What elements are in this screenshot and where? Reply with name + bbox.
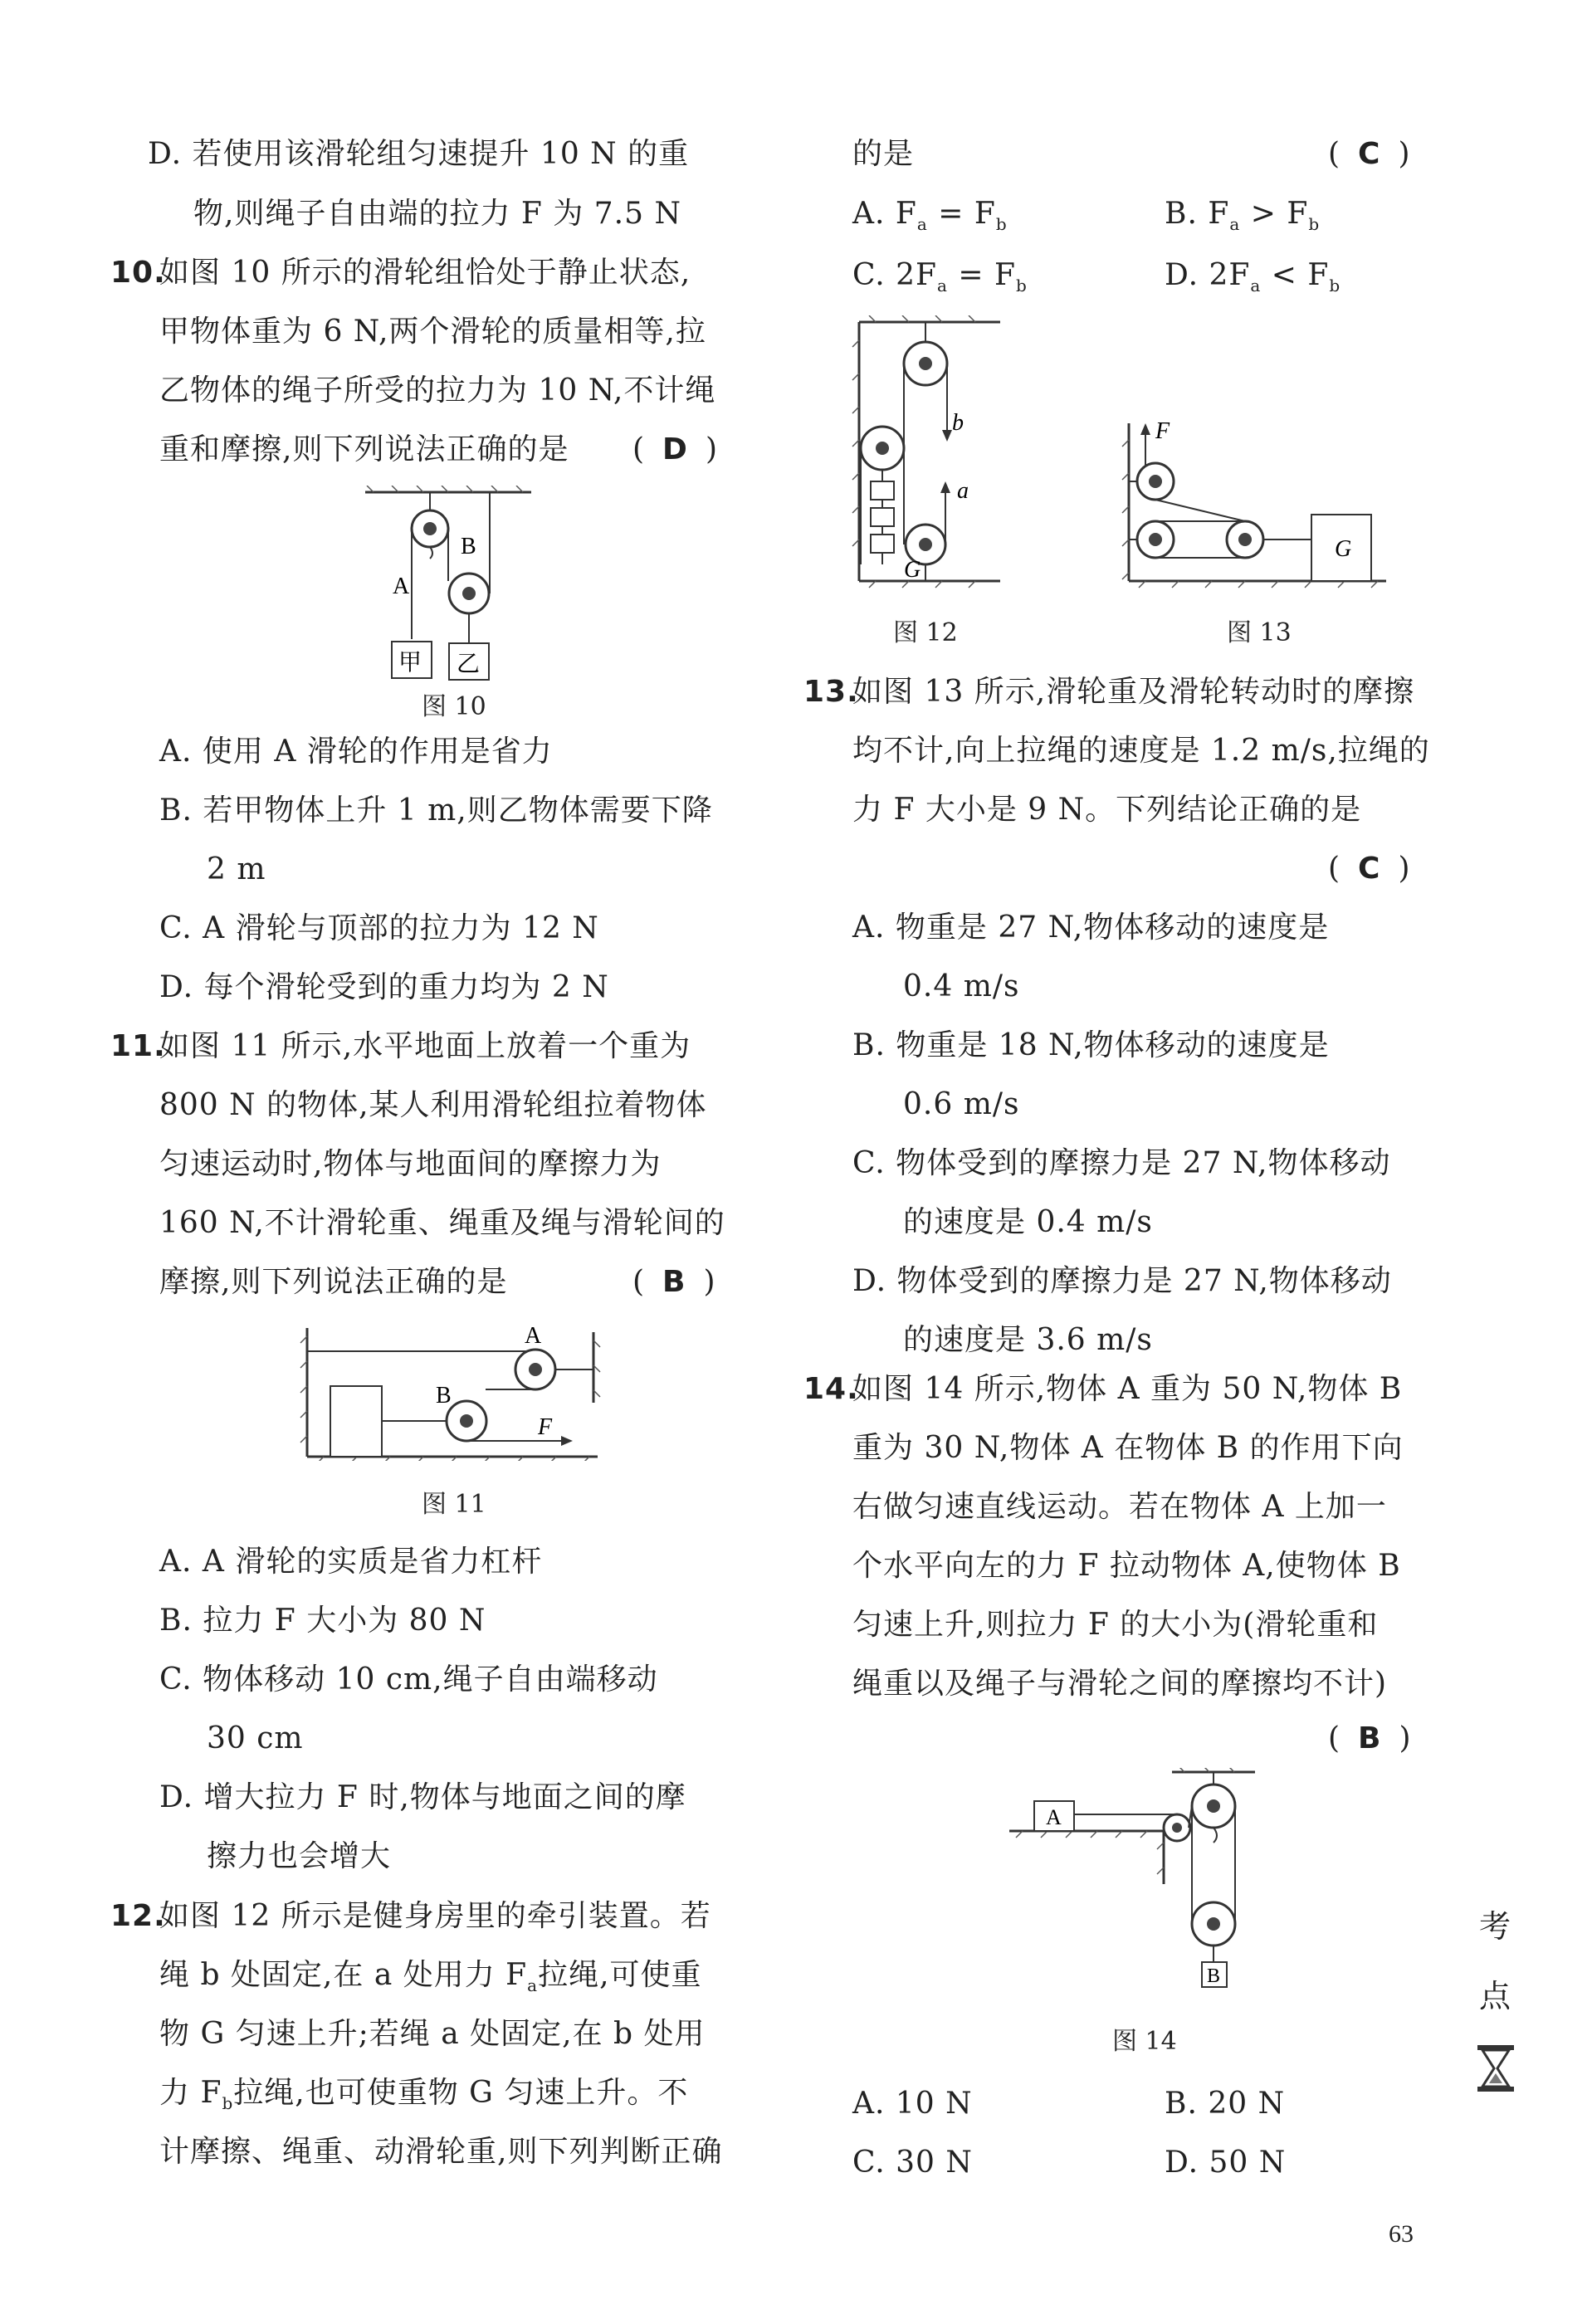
q12-answer: ( C ) bbox=[1328, 137, 1410, 171]
q11-answer: ( B ) bbox=[632, 1265, 715, 1299]
q13-option-a-line1: A. 物重是 27 N,物体移动的速度是 bbox=[852, 911, 1330, 945]
q14-option-b: B. 20 N bbox=[1165, 2087, 1286, 2121]
q12-option-b bbox=[1165, 196, 1320, 242]
q10-option-c: C. A 滑轮与顶部的拉力为 12 N bbox=[159, 911, 599, 945]
figure-12-label-a: a bbox=[957, 478, 969, 504]
figure-11-label-f: F bbox=[538, 1414, 553, 1440]
q11-option-a: A. A 滑轮的实质是省力杠杆 bbox=[159, 1545, 543, 1579]
q14-stem-line2: 重为 30 N,物体 A 在物体 B 的作用下向 bbox=[852, 1431, 1404, 1465]
q12-option-d bbox=[1165, 257, 1341, 304]
figure-10-label-b: B bbox=[461, 534, 476, 559]
figure-11 bbox=[299, 1320, 606, 1461]
q12-stem-line6: 的是 bbox=[852, 137, 915, 171]
q11-option-c-line2: 30 cm bbox=[207, 1721, 304, 1755]
q12-stem-line3: 物 G 匀速上升;若绳 a 处固定,在 b 处用 bbox=[159, 2017, 706, 2051]
q14-answer-letter: B bbox=[1358, 1721, 1381, 1755]
q12-option-a-sub2: b bbox=[995, 214, 1008, 235]
q12-option-d-text: D. 2F bbox=[1165, 258, 1251, 292]
q14-option-d: D. 50 N bbox=[1165, 2146, 1287, 2180]
q12-stem-line4-b: 拉绳,也可使重物 G 匀速上升。不 bbox=[233, 2076, 689, 2110]
q14-answer: ( B ) bbox=[1328, 1721, 1411, 1755]
q12-option-d-sub1: a bbox=[1250, 276, 1262, 296]
q11-number: 11. bbox=[110, 1029, 166, 1063]
q12-stem-line2-b: 拉绳,可使重 bbox=[538, 1958, 702, 1992]
q12-option-d-text2: < F bbox=[1271, 258, 1330, 292]
q13-option-a-line2: 0.4 m/s bbox=[903, 969, 1020, 1003]
q14-option-a: A. 10 N bbox=[852, 2087, 973, 2121]
q14-stem-line6: 绳重以及绳子与滑轮之间的摩擦均不计) bbox=[852, 1667, 1388, 1701]
q14-number: 14. bbox=[803, 1372, 859, 1406]
q13-option-b-line1: B. 物重是 18 N,物体移动的速度是 bbox=[852, 1028, 1330, 1062]
figure-10-caption: 图 10 bbox=[422, 692, 486, 721]
q11-stem-line2: 800 N 的物体,某人利用滑轮组拉着物体 bbox=[159, 1088, 707, 1122]
q12-sub-a: a bbox=[527, 1975, 539, 1996]
q12-option-b-text: B. F bbox=[1165, 197, 1230, 231]
q12-stem-line4 bbox=[159, 2075, 688, 2121]
figure-12 bbox=[842, 315, 1033, 602]
q12-option-a bbox=[852, 196, 1008, 242]
hourglass-icon bbox=[1476, 2043, 1516, 2093]
q11-option-b: B. 拉力 F 大小为 80 N bbox=[159, 1604, 486, 1638]
figure-13-label-g: G bbox=[1335, 536, 1352, 562]
q10-answer-letter: D bbox=[662, 432, 687, 466]
q14-stem-line5: 匀速上升,则拉力 F 的大小为(滑轮重和 bbox=[852, 1608, 1379, 1642]
q14-stem-line3: 右做匀速直线运动。若在物体 A 上加一 bbox=[852, 1490, 1387, 1524]
q12-option-c-sub2: b bbox=[1016, 276, 1028, 296]
q12-option-c-sub1: a bbox=[937, 276, 948, 296]
q10-answer: ( D ) bbox=[632, 432, 717, 466]
figure-10-label-jia: 甲 bbox=[398, 648, 422, 676]
figure-10 bbox=[349, 486, 548, 689]
q12-number: 12. bbox=[110, 1899, 166, 1933]
q10-option-a: A. 使用 A 滑轮的作用是省力 bbox=[159, 735, 553, 769]
q11-stem-line5: 摩擦,则下列说法正确的是 bbox=[159, 1265, 508, 1299]
q10-stem-line3: 乙物体的绳子所受的拉力为 10 N,不计绳 bbox=[159, 374, 716, 408]
q12-option-a-sub1: a bbox=[916, 214, 928, 235]
q11-answer-letter: B bbox=[662, 1265, 686, 1299]
q12-stem-line4-a: 力 F bbox=[159, 2076, 222, 2110]
q13-answer-letter: C bbox=[1358, 852, 1380, 886]
q13-stem-line3: 力 F 大小是 9 N。下列结论正确的是 bbox=[852, 793, 1362, 827]
figure-13-label-f: F bbox=[1155, 418, 1170, 444]
q12-option-b-sub1: a bbox=[1229, 214, 1241, 235]
figure-14-label-b: B bbox=[1207, 1965, 1221, 1987]
figure-11-label-a: A bbox=[525, 1323, 542, 1349]
q10-stem-line4: 重和摩擦,则下列说法正确的是 bbox=[159, 432, 569, 466]
figure-12-caption: 图 12 bbox=[893, 618, 958, 647]
q9-option-d-line1: D. 若使用该滑轮组匀速提升 10 N 的重 bbox=[148, 137, 690, 171]
q12-stem-line5: 计摩擦、绳重、动滑轮重,则下列判断正确 bbox=[159, 2135, 723, 2169]
q12-option-b-text2: > F bbox=[1250, 197, 1309, 231]
q11-stem-line4: 160 N,不计滑轮重、绳重及绳与滑轮间的 bbox=[159, 1206, 725, 1240]
q10-option-b-line1: B. 若甲物体上升 1 m,则乙物体需要下降 bbox=[159, 793, 713, 828]
sidebar-label-kao: 考 bbox=[1479, 1908, 1511, 1945]
q14-stem-line1: 如图 14 所示,物体 A 重为 50 N,物体 B bbox=[852, 1372, 1403, 1406]
q12-option-d-sub2: b bbox=[1329, 276, 1341, 296]
q13-option-b-line2: 0.6 m/s bbox=[903, 1087, 1020, 1121]
q13-option-d-line2: 的速度是 3.6 m/s bbox=[903, 1323, 1153, 1357]
q13-option-d-line1: D. 物体受到的摩擦力是 27 N,物体移动 bbox=[852, 1264, 1392, 1298]
figure-12-label-b: b bbox=[952, 410, 964, 436]
q12-option-c bbox=[852, 257, 1028, 304]
figure-14-label-a: A bbox=[1046, 1805, 1062, 1829]
q14-option-c: C. 30 N bbox=[852, 2146, 973, 2180]
q13-stem-line2: 均不计,向上拉绳的速度是 1.2 m/s,拉绳的 bbox=[852, 734, 1430, 768]
q11-option-d-line1: D. 增大拉力 F 时,物体与地面之间的摩 bbox=[159, 1780, 686, 1814]
q10-stem-line2: 甲物体重为 6 N,两个滑轮的质量相等,拉 bbox=[159, 315, 706, 349]
q13-number: 13. bbox=[803, 675, 859, 709]
q12-stem-line2-a: 绳 b 处固定,在 a 处用力 F bbox=[159, 1958, 528, 1992]
q12-stem-line2 bbox=[159, 1957, 702, 2004]
q12-option-a-text: A. F bbox=[852, 197, 917, 231]
figure-13-caption: 图 13 bbox=[1227, 618, 1292, 647]
q11-stem-line3: 匀速运动时,物体与地面间的摩擦力为 bbox=[159, 1147, 662, 1181]
q10-option-b-line2: 2 m bbox=[207, 852, 266, 886]
q12-option-b-sub2: b bbox=[1308, 214, 1321, 235]
figure-11-caption: 图 11 bbox=[422, 1490, 486, 1519]
q12-option-c-text: C. 2F bbox=[852, 258, 938, 292]
figure-14 bbox=[1006, 1768, 1280, 2009]
q9-option-d-line2: 物,则绳子自由端的拉力 F 为 7.5 N bbox=[193, 197, 681, 231]
q12-stem-line1: 如图 12 所示是健身房里的牵引装置。若 bbox=[159, 1899, 711, 1933]
q11-option-d-line2: 擦力也会增大 bbox=[207, 1839, 392, 1873]
q10-stem-line1: 如图 10 所示的滑轮组恰处于静止状态, bbox=[159, 256, 691, 290]
q12-answer-letter: C bbox=[1358, 137, 1380, 171]
q12-sub-b: b bbox=[222, 2093, 234, 2114]
page-number: 63 bbox=[1389, 2220, 1414, 2248]
q14-stem-line4: 个水平向左的力 F 拉动物体 A,使物体 B bbox=[852, 1549, 1401, 1583]
figure-10-label-a: A bbox=[393, 574, 410, 599]
q11-stem-line1: 如图 11 所示,水平地面上放着一个重为 bbox=[159, 1029, 691, 1063]
figure-12-label-g: G bbox=[904, 557, 921, 583]
q10-number: 10. bbox=[110, 256, 166, 290]
q10-option-d: D. 每个滑轮受到的重力均为 2 N bbox=[159, 970, 609, 1004]
q13-option-c-line2: 的速度是 0.4 m/s bbox=[903, 1205, 1153, 1239]
q12-option-c-text2: = F bbox=[958, 258, 1017, 292]
sidebar-label-dian: 点 bbox=[1479, 1978, 1511, 2014]
q13-answer: ( C ) bbox=[1328, 852, 1410, 886]
q13-option-c-line1: C. 物体受到的摩擦力是 27 N,物体移动 bbox=[852, 1146, 1391, 1180]
figure-14-caption: 图 14 bbox=[1112, 2027, 1177, 2056]
figure-13 bbox=[1121, 415, 1394, 589]
q11-option-c-line1: C. 物体移动 10 cm,绳子自由端移动 bbox=[159, 1662, 658, 1697]
q13-stem-line1: 如图 13 所示,滑轮重及滑轮转动时的摩擦 bbox=[852, 675, 1415, 709]
q12-option-a-text2: = F bbox=[938, 197, 996, 231]
figure-11-label-b: B bbox=[436, 1383, 452, 1409]
figure-10-label-yi: 乙 bbox=[457, 650, 481, 677]
